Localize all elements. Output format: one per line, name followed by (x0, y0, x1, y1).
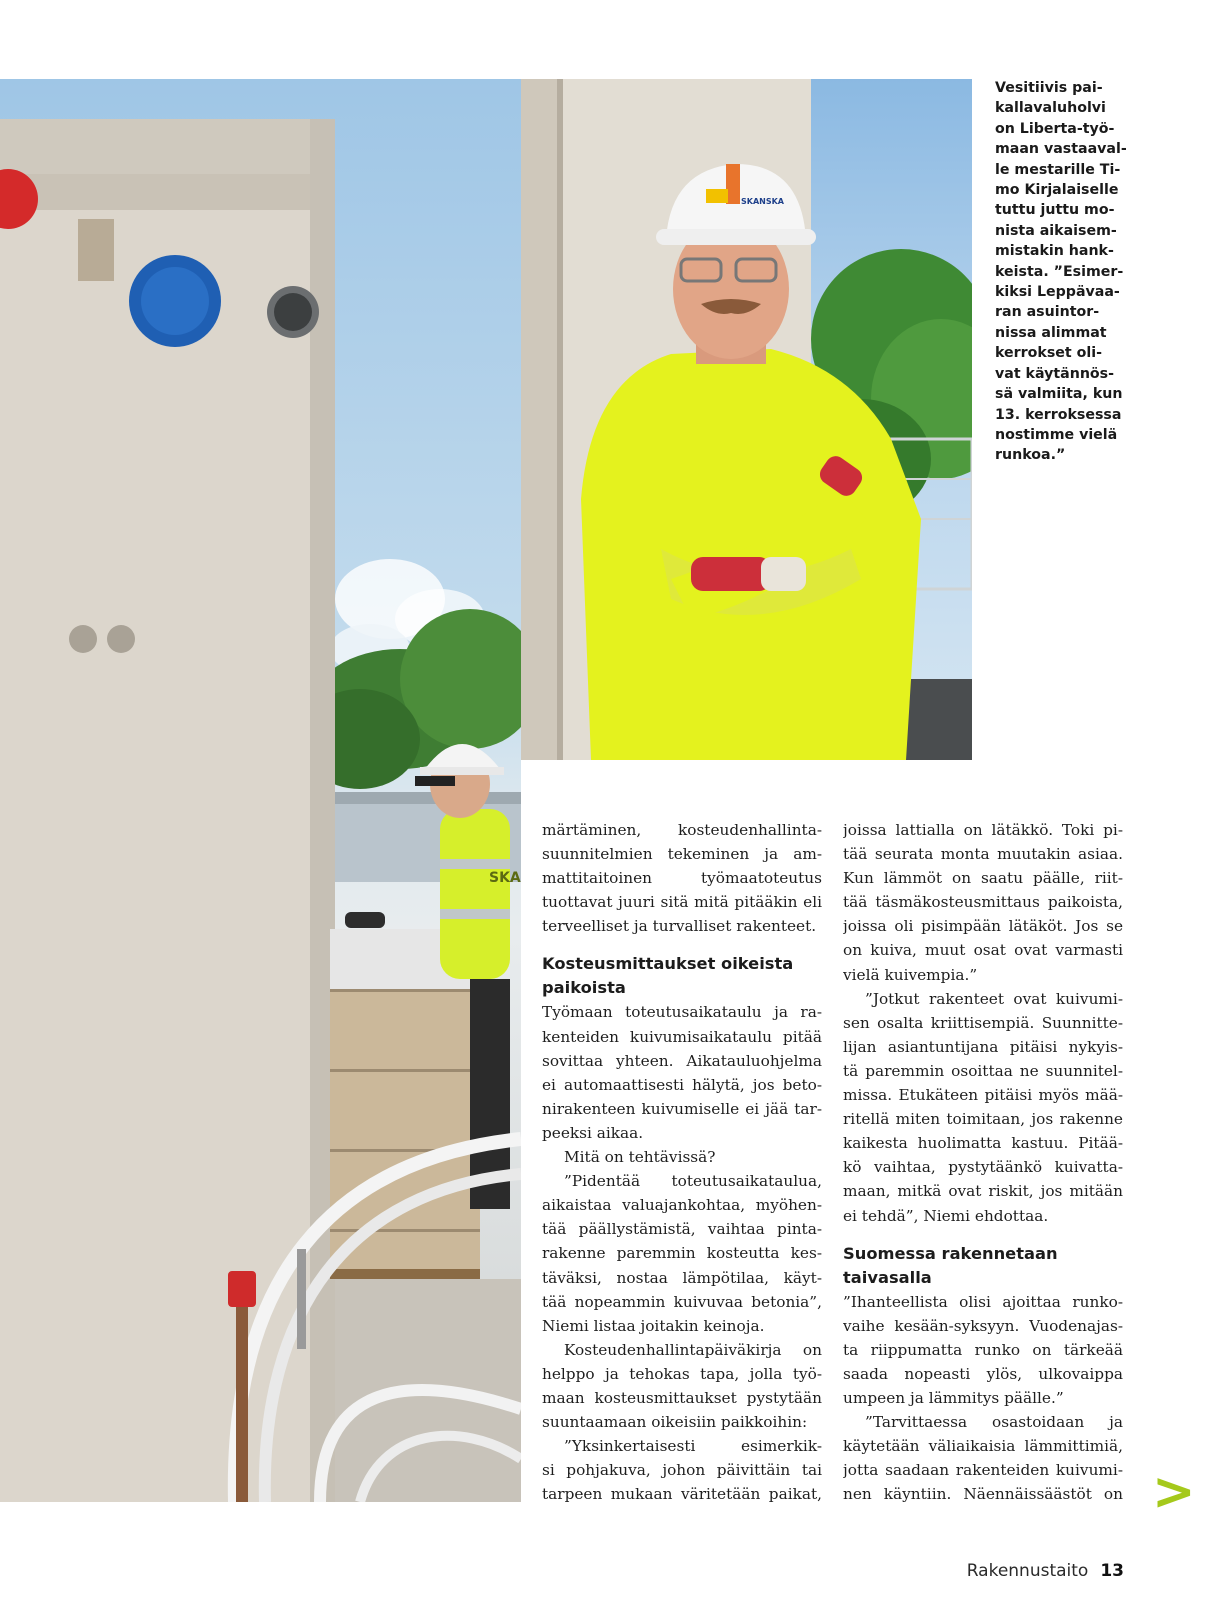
text-line: kö vaihtaa, pystytäänkö kuivatta- (843, 1158, 1123, 1177)
text-line: saada nopeasti ylös, ulkovaippa (843, 1364, 1123, 1383)
caption-line: kiksi Leppävaa- (995, 284, 1120, 301)
text-line: suunnitelmien tekeminen ja am- (542, 845, 822, 864)
text-line: kenteiden kuivumisaikataulu pitää (542, 1027, 822, 1046)
text-line: maan kosteusmittaukset pystytään (542, 1388, 822, 1407)
caption-line: runkoa.” (995, 447, 1066, 464)
text-line: tää seurata monta muutakin asiaa. (843, 845, 1123, 864)
section-heading: paikoista (542, 978, 626, 998)
text-line: nirakenteen kuivumiselle ei jää tar- (542, 1099, 822, 1118)
text-line: täväksi, nostaa lämpötilaa, käyt- (542, 1268, 822, 1287)
text-line: Mitä on tehtävissä? (564, 1148, 716, 1167)
text-line: Työmaan toteutusaikataulu ja ra- (542, 1003, 822, 1022)
article-column-1 (542, 818, 822, 1506)
text-line: jotta saadaan rakenteiden kuivumi- (843, 1461, 1123, 1480)
text-line: si pohjakuva, johon päivittäin tai (542, 1461, 822, 1480)
text-line: tuottavat juuri sitä mitä pitääkin eli (542, 893, 822, 912)
text-line: on kuiva, muut osat ovat varmasti (843, 941, 1123, 960)
page-number: 13 (1100, 1561, 1124, 1581)
text-line: lijan asiantuntijana pitäisi nykyis- (843, 1037, 1123, 1056)
caption-line: on Liberta-työ- (995, 120, 1115, 137)
text-line: joissa lattialla on lätäkkö. Toki pi- (843, 821, 1123, 839)
text-line: sovittaa yhteen. Aikatauluohjelma (542, 1051, 822, 1070)
text-line: ”Tarvittaessa osastoidaan ja (865, 1413, 1123, 1432)
text-line: kaikesta huolimatta kastuu. Pitää- (843, 1134, 1123, 1153)
text-line: vaihe kesään-syksyyn. Vuodenajas- (843, 1316, 1123, 1335)
caption-line: 13. kerroksessa (995, 406, 1122, 423)
text-line: missa. Etukäteen pitäisi myös mää- (843, 1086, 1123, 1105)
text-line: terveelliset ja turvalliset rakenteet. (542, 917, 817, 936)
text-line: tarpeen mukaan väritetään paikat, (542, 1485, 822, 1504)
caption-line: nista aikaisem- (995, 222, 1117, 239)
text-line: suuntaamaan oikeisiin paikkoihin: (542, 1413, 808, 1432)
caption-line: ran asuintor- (995, 304, 1100, 321)
text-line: tää nopeammin kuivuvaa betonia”, (542, 1292, 822, 1311)
photo-site-manager (521, 79, 972, 760)
text-line: Kun lämmöt on saatu päälle, riit- (843, 869, 1123, 888)
text-line: ”Jotkut rakenteet ovat kuivumi- (865, 989, 1123, 1008)
text-line: ”Pidentää toteutusaikataulua, (564, 1172, 822, 1191)
text-line: sen osalta kriittisempiä. Suunnitte- (843, 1013, 1123, 1032)
photo-construction-site (0, 79, 521, 1502)
text-line: helppo ja tehokas tapa, jolla työ- (542, 1364, 822, 1383)
caption-line: mo Kirjalaiselle (995, 182, 1119, 199)
text-line: ”Yksinkertaisesti esimerkik- (564, 1437, 822, 1456)
text-line: vielä kuivempia.” (843, 965, 978, 984)
caption-line: nostimme vielä (995, 426, 1118, 443)
text-line: Niemi listaa joitakin keinoja. (542, 1316, 765, 1335)
photo-caption (995, 78, 1135, 466)
text-line: ei automaattisesti hälytä, jos beto- (542, 1075, 822, 1094)
section-heading: Suomessa rakennetaan (843, 1243, 1058, 1263)
text-line: ei tehdä”, Niemi ehdottaa. (843, 1206, 1049, 1225)
helmet-logo-text: SKANSKA (741, 197, 784, 206)
text-line: maan, mitkä ovat riskit, jos mitään (843, 1182, 1123, 1201)
vest-logo-text: SKA (489, 870, 521, 886)
text-line: peeksi aikaa. (542, 1123, 644, 1142)
text-line: mattitaitoinen työmaatoteutus (542, 869, 822, 888)
text-line: märtäminen, kosteudenhallinta- (542, 821, 822, 839)
text-line: rakenne paremmin kosteutta kes- (542, 1244, 822, 1263)
construction-site-illustration (0, 79, 521, 1502)
article-column-2 (843, 818, 1123, 1506)
section-heading: taivasalla (843, 1267, 932, 1287)
caption-line: maan vastaaval- (995, 141, 1127, 158)
caption-line: sä valmiita, kun (995, 386, 1123, 403)
site-manager-illustration (521, 79, 972, 760)
caption-line: nissa alimmat (995, 324, 1107, 341)
caption-line: le mestarille Ti- (995, 161, 1121, 178)
text-line: käytetään väliaikaisia lämmittimiä, (843, 1437, 1123, 1456)
text-line: nen käyntiin. Näennäissäästöt on (843, 1485, 1123, 1504)
text-line: Kosteudenhallintapäiväkirja on (564, 1340, 822, 1359)
text-line: ta riippumatta runko on tärkeää (843, 1340, 1123, 1359)
caption-line: Vesitiivis pai- (995, 80, 1103, 96)
caption-line: tuttu juttu mo- (995, 202, 1115, 219)
text-line: ritellä miten toimitaan, jos rakenne (843, 1110, 1123, 1129)
page-footer (967, 1560, 1124, 1582)
text-line: tää täsmäkosteusmittaus paikoista, (843, 893, 1123, 912)
text-line: joissa oli pisimpään lätäköt. Jos se (843, 917, 1123, 936)
section-heading: Kosteusmittaukset oikeista (542, 954, 794, 974)
text-line: tää päällystämistä, vaihtaa pinta- (542, 1220, 822, 1239)
caption-line: keista. ”Esimer- (995, 263, 1124, 280)
text-line: umpeen ja lämmitys päälle.” (843, 1388, 1064, 1407)
text-line: ”Ihanteellista olisi ajoittaa runko- (843, 1292, 1123, 1311)
continue-arrow-icon: > (1152, 1462, 1196, 1522)
text-line: aikaistaa valuajankohtaa, myöhen- (542, 1196, 822, 1215)
caption-line: vat käytännös- (995, 365, 1115, 382)
caption-line: kerrokset oli- (995, 345, 1103, 362)
publication-name: Rakennustaito (966, 1561, 1089, 1581)
caption-line: mistakin hank- (995, 243, 1114, 260)
caption-line: kallavaluholvi (995, 100, 1106, 117)
text-line: tä paremmin osoittaa ne suunnitel- (843, 1061, 1123, 1080)
